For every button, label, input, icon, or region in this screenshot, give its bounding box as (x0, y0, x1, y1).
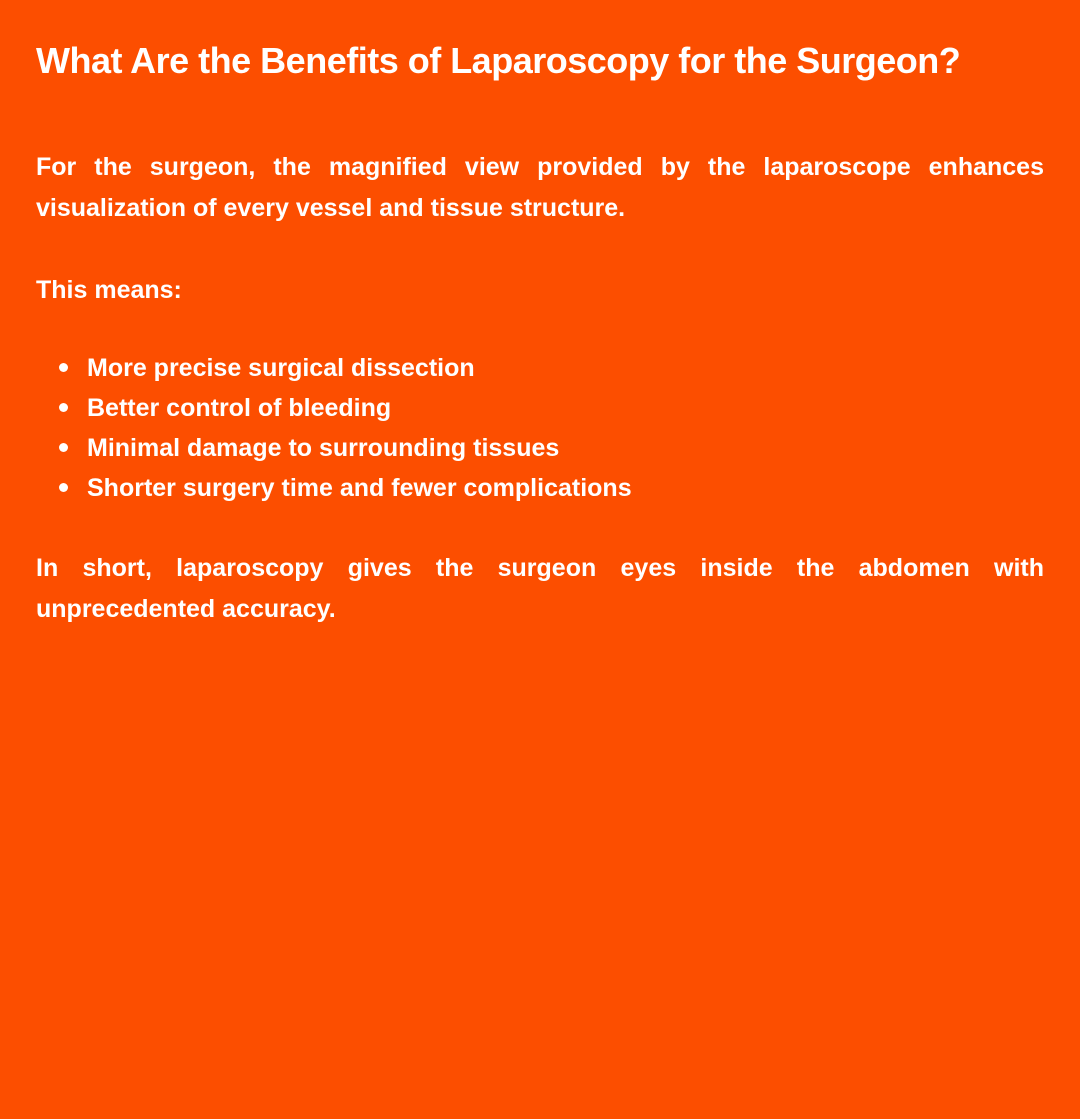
slide (0, 39, 1080, 1119)
intro-paragraph: For the surgeon, the magnified view provided by the laparoscope enhances visualization of every vessel and tissue structure. (36, 153, 1044, 222)
list-item: Shorter surgery time and fewer complications (59, 468, 1044, 508)
closing-paragraph: In short, laparoscopy gives the surgeon eyes inside the abdomen with unprecedented accuracy. (36, 554, 1044, 623)
lead-in-text: This means: (36, 276, 182, 304)
benefits-list (36, 348, 1044, 508)
list-item: More precise surgical dissection (59, 348, 1044, 388)
list-item: Better control of bleeding (59, 388, 1044, 428)
page-title: What Are the Benefits of Laparoscopy for the Surgeon? (36, 40, 961, 81)
list-item: Minimal damage to surrounding tissues (59, 428, 1044, 468)
